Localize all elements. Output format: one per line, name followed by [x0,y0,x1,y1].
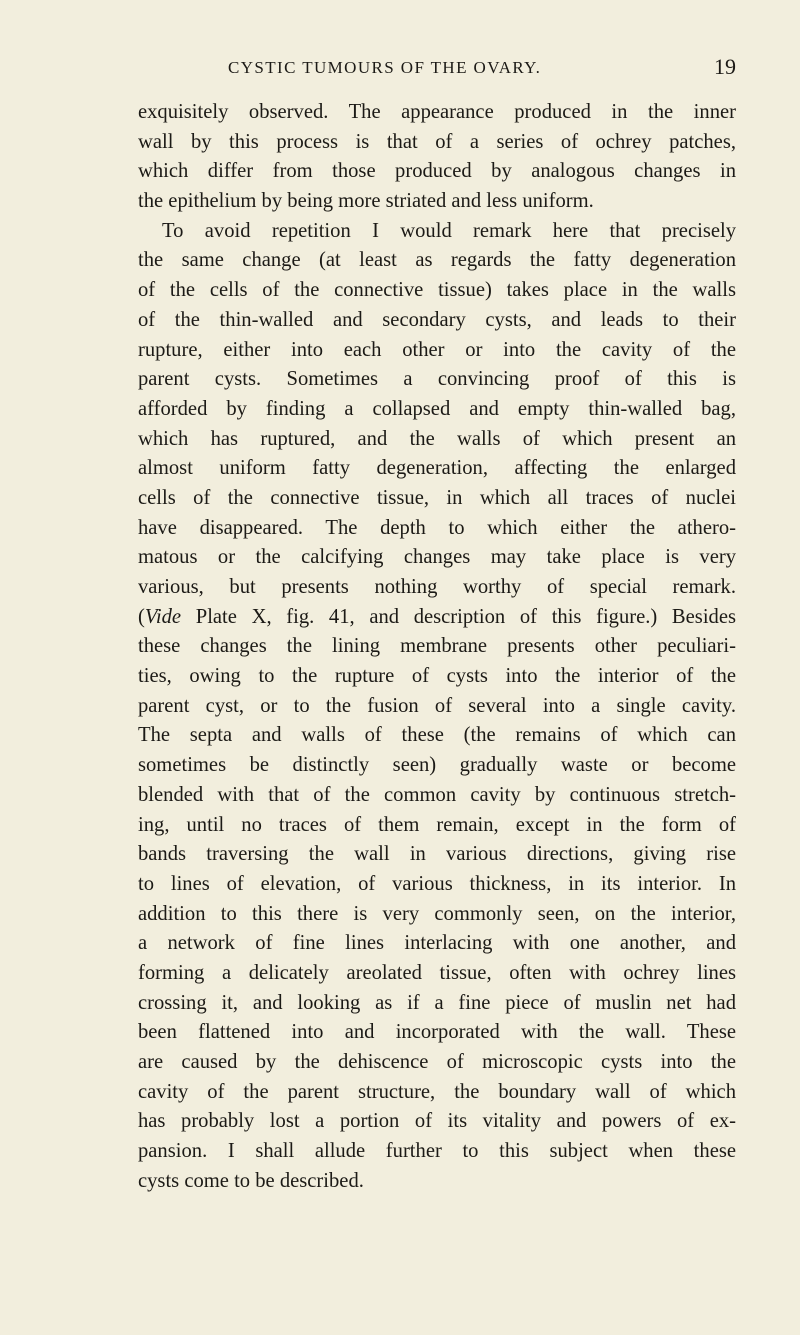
text-line-30: forming a delicately areolated tissue, often with ochrey lines [138,961,736,984]
text-line-18 [138,603,736,633]
text-line-1: exquisitely observed. The appearance produced in the inner [138,101,736,123]
paren-open: ( [138,605,145,628]
running-head [138,54,736,84]
text-line-33: are caused by the dehiscence of microscopic cysts into the [138,1051,736,1073]
text-line-6: the same change (at least as regards the fatty degeneration [138,249,736,272]
text-line-17: various, but presents nothing worthy of special remark. [138,576,736,598]
text-line-26: bands traversing the wall in various directions, giving rise [138,843,736,866]
text-line-36: pansion. I shall allude further to this subject when these [138,1140,736,1163]
text-line-16: matous or the calcifying changes may take place is very [138,546,736,569]
text-line-19: these changes the lining membrane presents other peculiari- [138,635,736,658]
text-line-21: parent cyst, or to the fusion of several into a single cavity. [138,694,736,717]
text-line-18-rest: Plate X, fig. 41, and description of this figure.) Besides [181,605,736,628]
text-line-12: which has ruptured, and the walls of which present an [138,427,736,450]
text-line-27: to lines of elevation, of various thickness, in its interior. In [138,872,736,895]
text-line-9: rupture, either into each other or into the cavity of the [138,338,736,361]
text-line-32: been flattened into and incorporated with the wall. These [138,1021,736,1044]
text-line-10: parent cysts. Sometimes a convincing proof of this is [138,368,736,391]
body-text [138,98,736,1196]
text-line-28: addition to this there is very commonly seen, on the interior, [138,902,736,925]
text-line-15: have disappeared. The depth to which either the athero- [138,516,736,539]
text-line-5: To avoid repetition I would remark here that precisely [162,219,736,242]
text-line-35: has probably lost a portion of its vitality and powers of ex- [138,1110,736,1133]
text-line-8: of the thin-walled and secondary cysts, and leads to their [138,308,736,331]
text-line-34: cavity of the parent structure, the boundary wall of which [138,1080,736,1103]
text-line-23: sometimes be distinctly seen) gradually waste or become [138,754,736,777]
page-number: 19 [714,54,736,79]
text-line-24: blended with that of the common cavity by continuous stretch- [138,783,736,806]
text-line-22: The septa and walls of these (the remains of which can [138,724,736,747]
text-line-25: ing, until no traces of them remain, except in the form of [138,813,736,836]
text-line-31: crossing it, and looking as if a fine piece of muslin net had [138,991,736,1014]
text-line-37: cysts come to be described. [138,1169,364,1192]
text-line-7: of the cells of the connective tissue) takes place in the walls [138,279,736,302]
text-line-11: afforded by finding a collapsed and empty thin-walled bag, [138,397,736,420]
text-line-20: ties, owing to the rupture of cysts into the interior of the [138,665,736,688]
text-line-29: a network of fine lines interlacing with one another, and [138,932,736,955]
text-line-3: which differ from those produced by analogous changes in [138,160,736,183]
running-title: CYSTIC TUMOURS OF THE OVARY. [228,58,542,77]
text-line-4: the epithelium by being more striated and less uniform. [138,190,594,213]
text-line-14: cells of the connective tissue, in which all traces of nuclei [138,486,736,509]
text-line-2: wall by this process is that of a series of ochrey patches, [138,130,736,153]
text-line-13: almost uniform fatty degeneration, affecting the enlarged [138,457,736,480]
vide-italic: Vide [144,605,182,628]
